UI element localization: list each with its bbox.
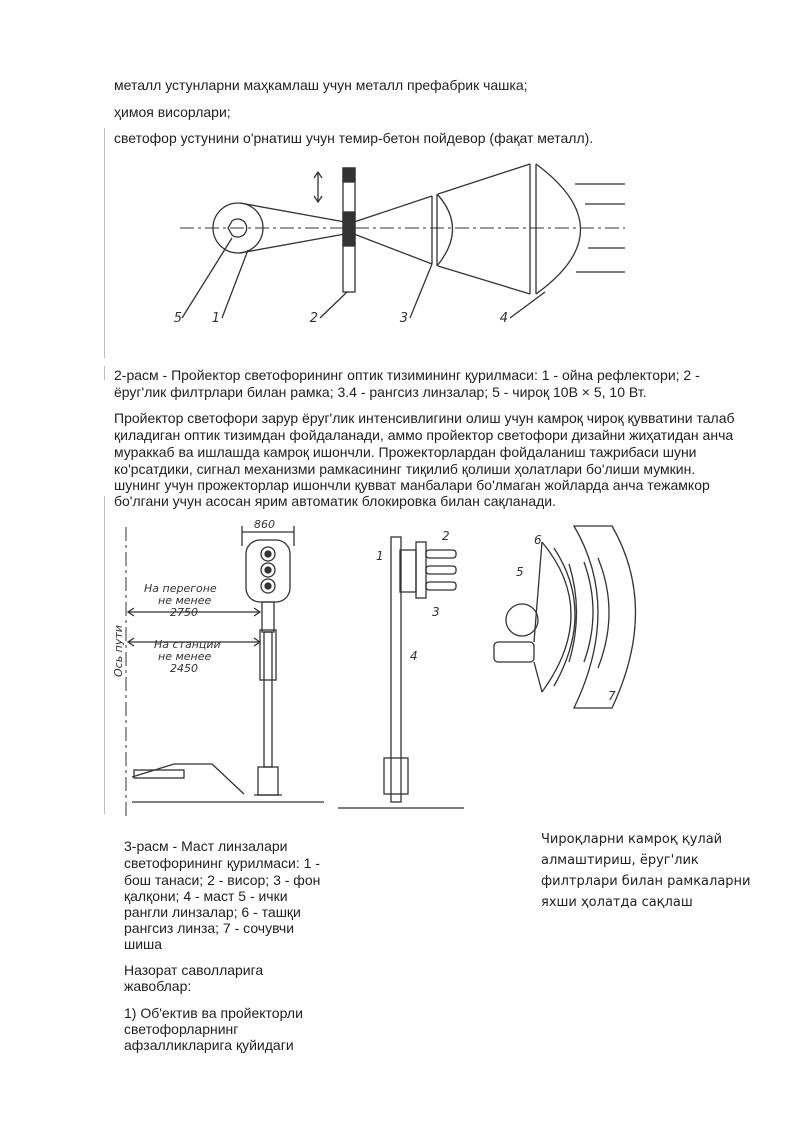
figure-3-caption-line: рангсиз линза; 7 - сочувчи bbox=[124, 920, 295, 936]
question-1-line: светофорларнинг bbox=[124, 1021, 239, 1037]
figure-3-label-5: 5 bbox=[516, 565, 524, 579]
figure-3-axis-label: Ось пути bbox=[112, 625, 125, 677]
figure-2-label-5: 5 bbox=[173, 311, 182, 326]
paragraph-line: қиладиган оптик тизимдан фойдаланади, аммо пройектор светофори дизайни жиҳатидан анча bbox=[114, 427, 734, 443]
paragraph-line: шунинг учун прожекторлар ишончли қувват манбалари бо'лмаган жойларда анча тежамкор bbox=[114, 477, 710, 493]
figure-3-caption-line: светофорининг қурилмаси: 1 - bbox=[124, 855, 320, 871]
figure-3-label-7: 7 bbox=[608, 689, 616, 703]
figure-2-caption-line-2: ёруг'лик филтрлари билан рамка; 3.4 - рангсиз линзалар; 5 - чироқ 10В × 5, 10 Вт. bbox=[114, 384, 647, 400]
figure-3-note1-line1: На перегоне bbox=[144, 582, 217, 595]
figure-3-label-1: 1 bbox=[376, 549, 384, 563]
figure-3-dim-width: 860 bbox=[254, 518, 275, 531]
right-caption-line: алмаштириш, ёруг'лик bbox=[541, 853, 699, 868]
questions-heading-line: жавоблар: bbox=[124, 978, 192, 994]
figure-3-label-2: 2 bbox=[442, 529, 450, 543]
figure-2-label-2: 2 bbox=[309, 311, 318, 326]
figure-3-caption-line: рангли линзалар; 6 - ташқи bbox=[124, 904, 301, 920]
right-caption-line: Чироқларни камроқ қулай bbox=[541, 832, 723, 847]
margin-rule bbox=[104, 496, 105, 814]
paragraph-line: бо'лгани учун асосан ярим автоматик блокировка билан сақланади. bbox=[114, 493, 556, 509]
text-line-foundation: светофор устунини о'рнатиш учун темир-бетон пойдевор (фақат металл). bbox=[114, 130, 594, 146]
figure-3-caption-line: бош танаси; 2 - висор; 3 - фон bbox=[124, 872, 321, 888]
figure-3-caption-line: 3-расм - Маст линзалари bbox=[124, 838, 288, 854]
figure-3-note2-line2: не менее bbox=[158, 650, 212, 663]
paragraph-line: Пройектор светофори зарур ёруг'лик интенсивлигини олиш учун камроқ чироқ қувватини талаб bbox=[114, 410, 735, 426]
figure-3-note1-line2: не менее bbox=[158, 594, 212, 607]
questions-heading-line: Назорат саволларига bbox=[124, 962, 264, 978]
figure-3-mast-signal bbox=[114, 512, 654, 817]
text-line-prefab-cup: металл устунларни маҳкамлаш учун металл префабрик чашка; bbox=[114, 77, 528, 93]
question-1-line: афзалликларига қуйидаги bbox=[124, 1037, 294, 1053]
question-1-line: 1) Об'ектив ва пройекторли bbox=[124, 1005, 303, 1021]
figure-3-label-6: 6 bbox=[534, 533, 542, 547]
figure-3-caption-line: шиша bbox=[124, 936, 163, 952]
text-line-visors: ҳимоя висорлари; bbox=[114, 104, 231, 120]
figure-2-caption-line-1: 2-расм - Пройектор светофорининг оптик тизимининг қурилмаси: 1 - ойна рефлектори; 2 - bbox=[114, 367, 700, 383]
figure-2-label-4: 4 bbox=[499, 311, 508, 326]
right-caption-line: филтрлари билан рамкаларни bbox=[541, 874, 751, 889]
margin-rule bbox=[104, 128, 105, 358]
paragraph-line: мураккаб ва ишлашда камроқ ишончли. Прожекторлардан фойдаланиш тажрибаси шуни bbox=[114, 444, 697, 460]
figure-3-label-4: 4 bbox=[410, 649, 418, 663]
figure-3-note2-line3: 2450 bbox=[170, 662, 198, 675]
paragraph-line: ко'рсатдики, сигнал механизми рамкасининг тиқилиб қолиши ҳолатлари бо'лиши мумкин. bbox=[114, 461, 696, 477]
margin-rule bbox=[104, 366, 105, 380]
figure-3-note2-line1: На станции bbox=[154, 638, 221, 651]
figure-3-note1-line3: 2750 bbox=[170, 606, 198, 619]
figure-2-optical-system bbox=[150, 150, 630, 330]
figure-2-label-3: 3 bbox=[399, 311, 408, 326]
figure-3-label-3: 3 bbox=[432, 605, 440, 619]
figure-2-label-1: 1 bbox=[211, 311, 220, 326]
figure-3-caption-line: қалқони; 4 - маст 5 - ички bbox=[124, 888, 288, 904]
right-caption-line: яхши ҳолатда сақлаш bbox=[541, 895, 693, 910]
